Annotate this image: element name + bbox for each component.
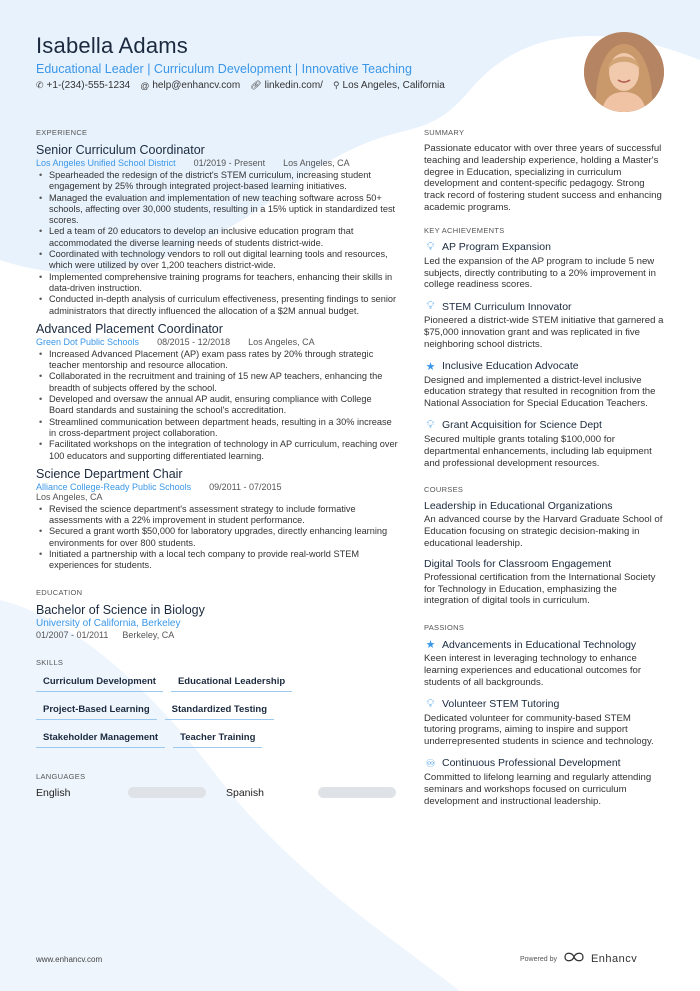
skills-list bbox=[36, 673, 316, 748]
job-dates: 09/2011 - 07/2015 bbox=[209, 481, 282, 492]
powered-by-text: Powered by bbox=[520, 955, 557, 963]
job-meta bbox=[36, 482, 398, 492]
education-meta bbox=[36, 630, 398, 640]
passion-item bbox=[424, 638, 664, 688]
summary-text: Passionate educator with over three years of successful teaching and leadership experience, holding a Master's degree in Education, specializing in curriculum development and content-specific pedagogy. Strong track record of fostering student success and enhancing academic programs. bbox=[424, 143, 662, 213]
job-entry bbox=[36, 143, 398, 317]
job-title: Science Department Chair bbox=[36, 466, 183, 481]
job-location: Los Angeles, CA bbox=[248, 336, 315, 347]
achievement-item bbox=[424, 360, 664, 410]
language-level-bar bbox=[318, 787, 396, 798]
avatar-illustration bbox=[584, 32, 664, 112]
degree-title: Bachelor of Science in Biology bbox=[36, 602, 205, 617]
job-org: Los Angeles Unified School District bbox=[36, 158, 176, 168]
job-bullet: • Revised the science department's assessment strategy to include formative assessments with a 22% improvement in student performance. bbox=[36, 504, 398, 527]
left-column bbox=[36, 128, 398, 799]
job-bullet: • Led a team of 20 educators to develop an inclusive education program that accommodated the diverse learning needs of students district-wide. bbox=[36, 226, 398, 249]
contact-email[interactable] bbox=[140, 80, 240, 91]
achievement-title: Inclusive Education Advocate bbox=[442, 360, 579, 373]
brand-name: Enhancv bbox=[590, 953, 638, 965]
resume-header bbox=[36, 33, 576, 91]
section-label-languages: LANGUAGES bbox=[36, 771, 86, 781]
footer-website[interactable]: www.enhancv.com bbox=[36, 955, 103, 964]
phone-icon: ✆ bbox=[36, 80, 44, 90]
skill-tag: Educational Leadership bbox=[171, 673, 292, 692]
job-bullets bbox=[36, 349, 398, 462]
phone-text: +1-(234)-555-1234 bbox=[46, 80, 131, 91]
job-bullet: • Collaborated in the recruitment and training of 15 new AP teachers, enhancing the breadth of subjects offered by the school. bbox=[36, 371, 398, 394]
contact-row bbox=[36, 80, 576, 91]
job-bullet: • Increased Advanced Placement (AP) exam pass rates by 20% through strategic teacher mentorship and resource allocation. bbox=[36, 349, 398, 372]
skill-tag: Project-Based Learning bbox=[36, 701, 157, 720]
achievement-title: Grant Acquisition for Science Dept bbox=[442, 419, 602, 432]
at-icon: @ bbox=[140, 80, 150, 91]
language-level-bar bbox=[128, 787, 206, 798]
course-title: Leadership in Educational Organizations bbox=[424, 500, 613, 513]
footer-branding bbox=[520, 950, 637, 968]
location-text: Los Angeles, California bbox=[342, 80, 445, 91]
job-bullets bbox=[36, 170, 398, 317]
achievement-desc: Secured multiple grants totaling $100,000 for departmental enhancements, including lab equipment and professional development resources. bbox=[424, 433, 652, 469]
email-text: help@enhancv.com bbox=[152, 80, 241, 91]
job-bullet: • Coordinated with technology vendors to roll out digital learning tools and resources, which were utilized by over 1,200 teachers district-wide. bbox=[36, 249, 398, 272]
course-title: Digital Tools for Classroom Engagement bbox=[424, 557, 612, 570]
course-desc: An advanced course by the Harvard Graduate School of Education focusing on strategic decision-making in educational leadership. bbox=[424, 514, 663, 549]
passion-desc: Keen interest in leveraging technology to enhance learning experiences and educational outcomes for students of all backgrounds. bbox=[424, 653, 642, 688]
job-entry bbox=[36, 322, 398, 462]
job-meta bbox=[36, 337, 398, 347]
section-label-passions: PASSIONS bbox=[424, 623, 465, 633]
job-bullet: • Streamlined communication between department heads, resulting in a 30% increase in cross-department project collaboration. bbox=[36, 417, 398, 440]
education-location: Berkeley, CA bbox=[122, 629, 175, 640]
passion-item bbox=[424, 757, 664, 807]
job-bullet: • Conducted in-depth analysis of curriculum effectiveness, presenting findings to senior administrators that directly influenced the allocation of a $2M annual budget. bbox=[36, 294, 398, 317]
contact-phone[interactable] bbox=[36, 80, 130, 91]
section-label-education: EDUCATION bbox=[36, 587, 83, 597]
star-icon: ★ bbox=[425, 360, 436, 373]
job-bullet: • Secured a grant worth $50,000 for laboratory upgrades, directly enhancing learning environments for over 800 students. bbox=[36, 526, 398, 549]
job-title: Senior Curriculum Coordinator bbox=[36, 143, 205, 157]
skill-tag: Curriculum Development bbox=[36, 673, 163, 692]
achievement-title: STEM Curriculum Innovator bbox=[442, 300, 572, 313]
language-name: English bbox=[36, 786, 71, 799]
job-bullet: • Initiated a partnership with a local tech company to provide real-world STEM experiences for students. bbox=[36, 549, 398, 572]
lightbulb-icon: 💡︎ bbox=[426, 697, 435, 710]
lightbulb-icon: 💡︎ bbox=[426, 418, 435, 431]
job-entry bbox=[36, 467, 398, 572]
contact-location bbox=[333, 80, 445, 91]
achievement-item bbox=[424, 241, 664, 291]
job-org: Alliance College-Ready Public Schools bbox=[36, 481, 192, 492]
job-org: Green Dot Public Schools bbox=[36, 336, 140, 347]
job-meta bbox=[36, 158, 398, 168]
star-icon: ★ bbox=[425, 639, 436, 652]
job-dates: 08/2015 - 12/2018 bbox=[157, 336, 231, 347]
achievement-item bbox=[424, 419, 664, 469]
candidate-tagline: Educational Leader | Curriculum Development | Innovative Teaching bbox=[36, 62, 412, 76]
language-name: Spanish bbox=[226, 786, 264, 799]
passion-title: Advancements in Educational Technology bbox=[442, 638, 637, 651]
skill-tag: Standardized Testing bbox=[165, 701, 274, 720]
job-location: Los Angeles, CA bbox=[283, 158, 350, 168]
job-bullets bbox=[36, 504, 398, 572]
infinity-icon: ♾︎ bbox=[425, 757, 436, 770]
location-pin-icon: ⚲ bbox=[332, 80, 340, 90]
achievement-desc: Designed and implemented a district-level inclusive education strategy that resulted in recognition from the National Association for Special Education Teachers. bbox=[424, 374, 656, 410]
skill-tag: Teacher Training bbox=[173, 729, 262, 748]
section-label-courses: COURSES bbox=[424, 485, 464, 495]
section-label-achievements: KEY ACHIEVEMENTS bbox=[424, 225, 505, 235]
job-bullet: • Implemented comprehensive training programs for teachers, enhancing their skills in data-driven instruction. bbox=[36, 272, 398, 295]
course-desc: Professional certification from the International Society for Technology in Education, emphasizing the integration of digital tools in curriculum. bbox=[424, 571, 656, 607]
job-dates: 01/2019 - Present bbox=[193, 158, 266, 168]
section-label-summary: SUMMARY bbox=[424, 128, 465, 137]
education-entry bbox=[36, 603, 398, 640]
lightbulb-icon: 💡︎ bbox=[426, 240, 435, 253]
job-bullet: • Facilitated workshops on the integration of technology in AP curriculum, reaching over 100 educators and supporting differentiated learning. bbox=[36, 439, 398, 462]
education-dates: 01/2007 - 01/2011 bbox=[36, 629, 109, 640]
job-location: Los Angeles, CA bbox=[36, 491, 103, 502]
contact-linkedin[interactable] bbox=[250, 80, 323, 91]
achievement-desc: Pioneered a district-wide STEM initiative that garnered a $75,000 innovation grant and was replicated in five neighboring school districts. bbox=[424, 315, 664, 350]
skill-tag: Stakeholder Management bbox=[36, 729, 165, 748]
passion-item bbox=[424, 698, 664, 748]
passion-title: Continuous Professional Development bbox=[442, 757, 621, 770]
job-title: Advanced Placement Coordinator bbox=[36, 321, 223, 336]
section-label-skills: SKILLS bbox=[36, 657, 64, 667]
course-item bbox=[424, 500, 664, 549]
job-bullet: • Spearheaded the redesign of the district's STEM curriculum, increasing student engagement by 25% through integrated project-based learning initiatives. bbox=[36, 170, 398, 193]
candidate-name: Isabella Adams bbox=[36, 33, 188, 58]
job-bullet: • Managed the evaluation and implementation of new teaching software across 50+ schools, affecting over 30,000 students, resulting in a 15% uptick in standardized test scores. bbox=[36, 193, 398, 227]
enhancv-logo-icon bbox=[563, 950, 585, 968]
passion-title: Volunteer STEM Tutoring bbox=[442, 698, 560, 711]
passion-desc: Committed to lifelong learning and regularly attending seminars and workshops focused on curriculum development and instructional leadership. bbox=[424, 771, 652, 807]
job-bullet: • Developed and oversaw the annual AP audit, ensuring compliance with College Board standards and sustaining the school's accreditation. bbox=[36, 394, 398, 417]
right-column bbox=[424, 128, 664, 816]
profile-photo bbox=[584, 32, 664, 112]
lightbulb-icon: 💡︎ bbox=[426, 300, 435, 313]
school-name: University of California, Berkeley bbox=[36, 617, 181, 629]
languages-list bbox=[36, 787, 398, 799]
course-item bbox=[424, 558, 664, 607]
achievement-title: AP Program Expansion bbox=[442, 241, 551, 254]
achievement-desc: Led the expansion of the AP program to include 5 new subjects, directly contributing to a 20% improvement in college readiness scores. bbox=[424, 255, 656, 291]
passion-desc: Dedicated volunteer for community-based STEM tutoring programs, aiming to inspire and support underrepresented students in science and technology. bbox=[424, 712, 654, 748]
linkedin-text: linkedin.com/ bbox=[264, 80, 323, 91]
link-icon: 🔗︎ bbox=[250, 80, 262, 90]
achievement-item bbox=[424, 300, 664, 350]
section-label-experience: EXPERIENCE bbox=[36, 128, 88, 137]
